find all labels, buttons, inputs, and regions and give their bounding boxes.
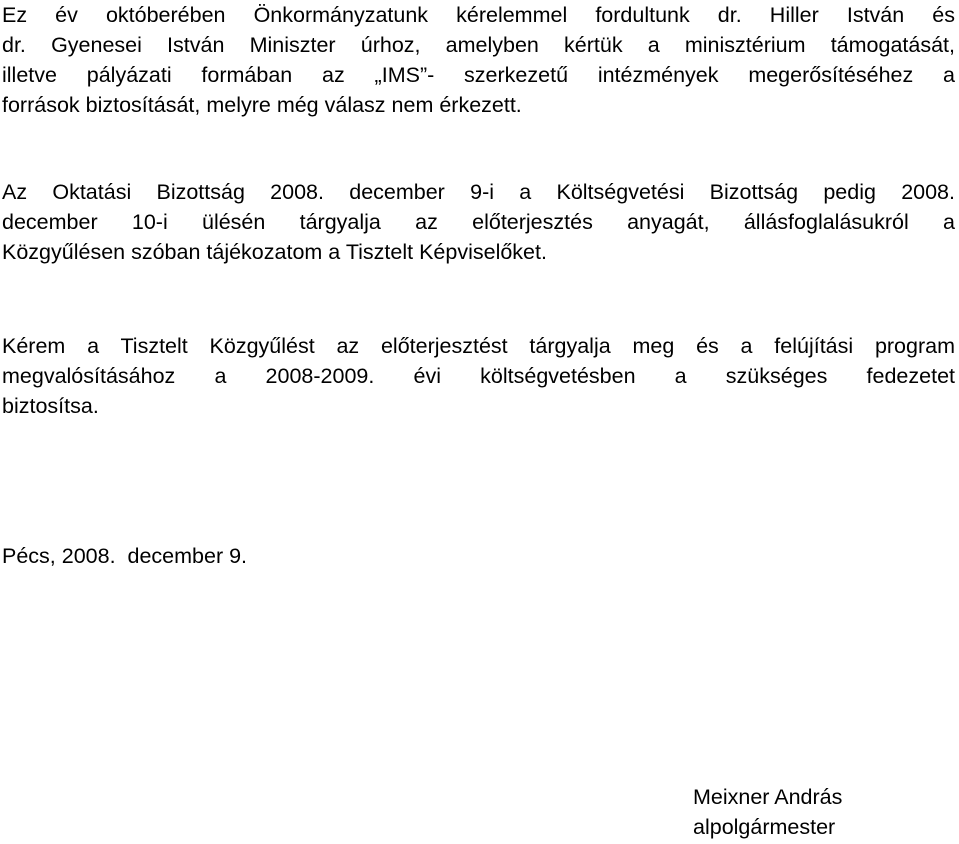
text-line: Kérem a Tisztelt Közgyűlést az előterjesztést tárgyalja meg és a felújítási program: [2, 334, 955, 358]
paragraph-request-to-assembly: [2, 331, 955, 421]
signatory-title: alpolgármester: [693, 815, 836, 839]
text-line: illetve pályázati formában az „IMS”- szerkezetű intézmények megerősítéséhez a: [2, 63, 955, 87]
paragraph-ministry-request: [2, 0, 955, 120]
text-line: Közgyűlésen szóban tájékozatom a Tisztelt Képviselőket.: [2, 240, 547, 264]
paragraph-committee-review: [2, 177, 955, 267]
text-line: dr. Gyenesei István Miniszter úrhoz, amelyben kértük a minisztérium támogatását,: [2, 33, 955, 57]
text-line: Ez év októberében Önkormányzatunk kérelemmel fordultunk dr. Hiller István és: [2, 3, 955, 27]
place-and-date: Pécs, 2008. december 9.: [2, 544, 248, 568]
text-line: december 10-i ülésén tárgyalja az előterjesztés anyagát, állásfoglalásukról a: [2, 210, 955, 234]
text-line: források biztosítását, melyre még válasz nem érkezett.: [2, 93, 522, 117]
text-line: Az Oktatási Bizottság 2008. december 9-i a Költségvetési Bizottság pedig 2008.: [2, 180, 955, 204]
text-line: megvalósításához a 2008-2009. évi költségvetésben a szükséges fedezetet: [2, 364, 955, 388]
text-line: biztosítsa.: [2, 394, 99, 418]
signature-block: [693, 782, 842, 842]
signatory-name: Meixner András: [693, 785, 843, 809]
